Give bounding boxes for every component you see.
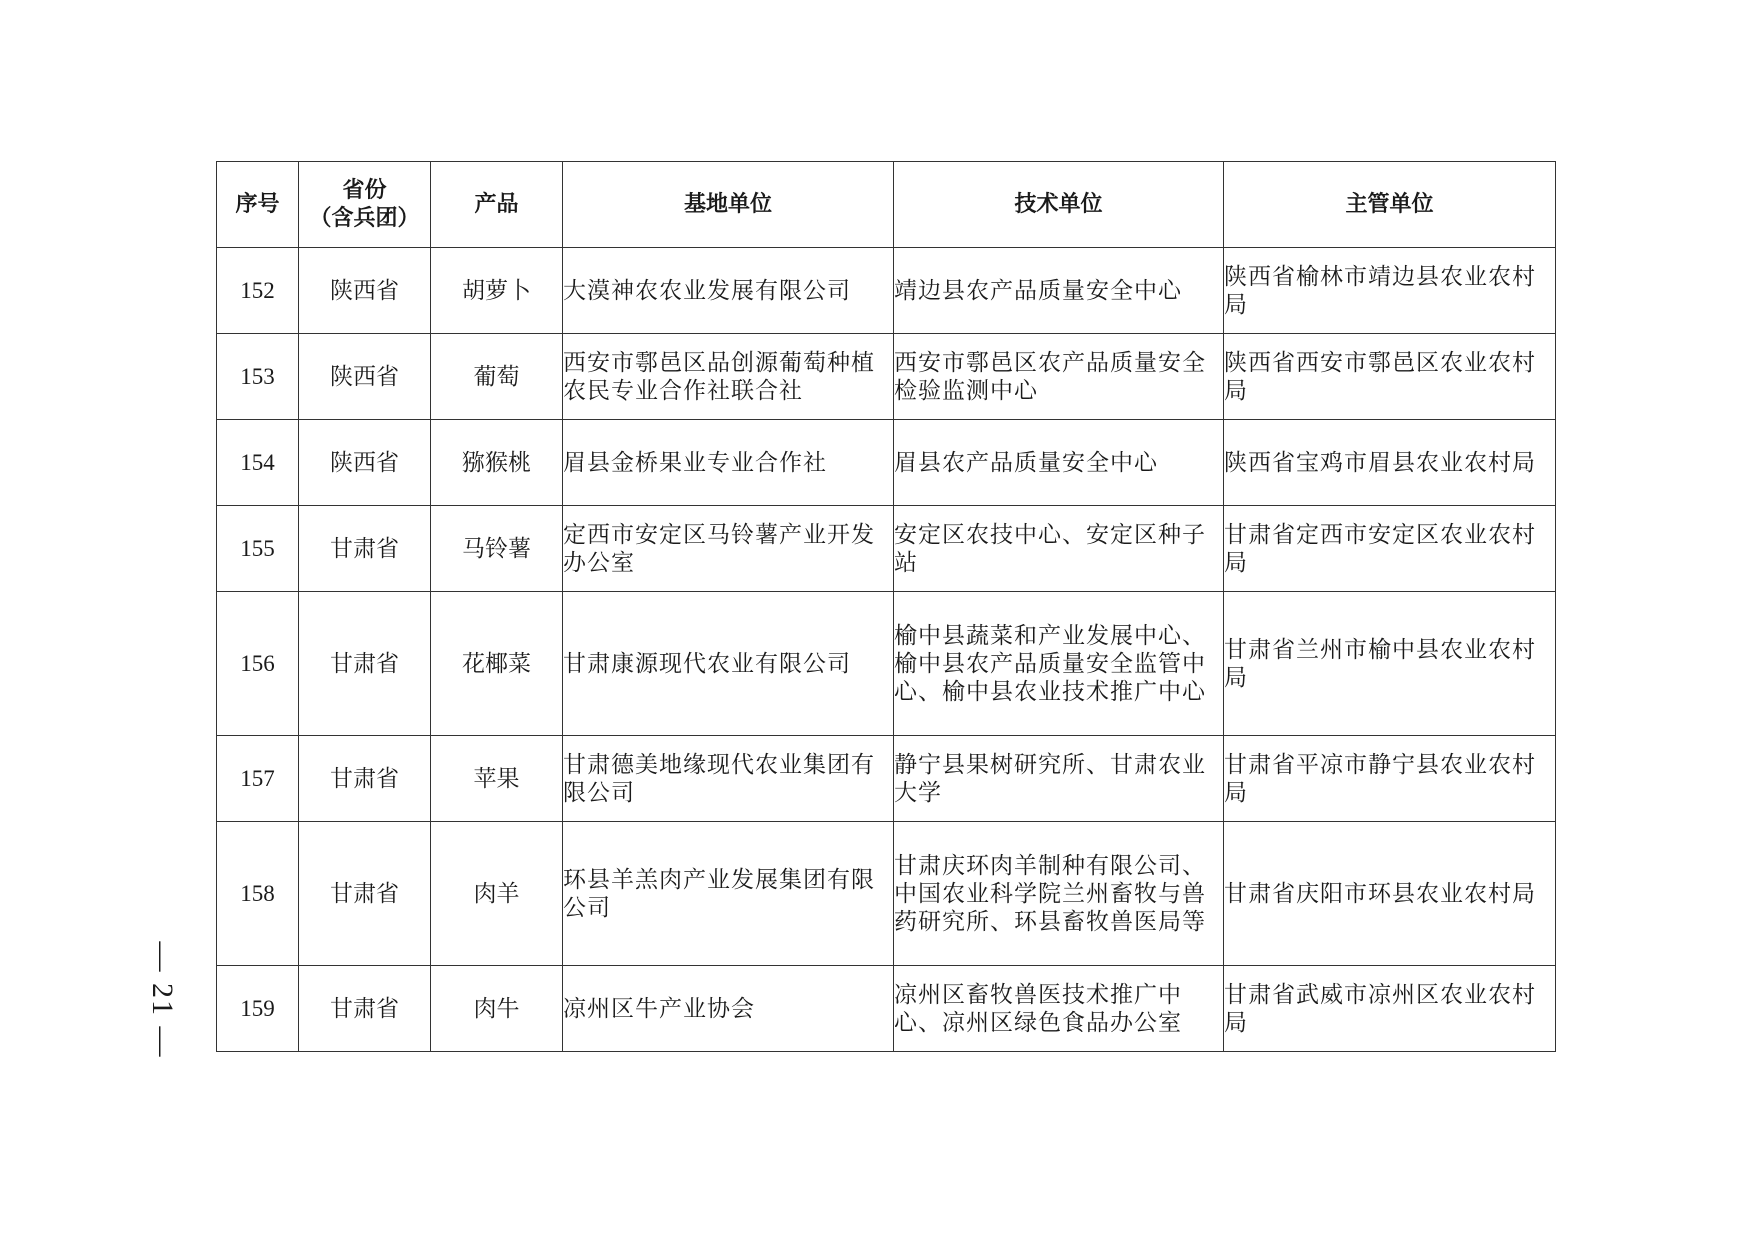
cell-seq: 154: [217, 420, 299, 506]
cell-supervisor: 陕西省西安市鄠邑区农业农村局: [1224, 334, 1556, 420]
cell-product: 肉牛: [431, 966, 563, 1052]
cell-base-unit: 环县羊羔肉产业发展集团有限公司: [563, 822, 894, 966]
cell-base-unit: 定西市安定区马铃薯产业开发办公室: [563, 506, 894, 592]
table-row: [217, 334, 1556, 420]
table-row: [217, 506, 1556, 592]
cell-seq: 159: [217, 966, 299, 1052]
header-base-unit: 基地单位: [563, 162, 894, 248]
cell-product: 胡萝卜: [431, 248, 563, 334]
header-supervisor: 主管单位: [1224, 162, 1556, 248]
cell-base-unit: 大漠神农农业发展有限公司: [563, 248, 894, 334]
cell-supervisor: 甘肃省定西市安定区农业农村局: [1224, 506, 1556, 592]
cell-supervisor: 甘肃省平凉市静宁县农业农村局: [1224, 736, 1556, 822]
cell-product: 马铃薯: [431, 506, 563, 592]
cell-province: 甘肃省: [299, 736, 431, 822]
cell-seq: 152: [217, 248, 299, 334]
cell-supervisor: 甘肃省兰州市榆中县农业农村局: [1224, 592, 1556, 736]
cell-supervisor: 陕西省宝鸡市眉县农业农村局: [1224, 420, 1556, 506]
cell-tech-unit: 安定区农技中心、安定区种子站: [894, 506, 1224, 592]
cell-province: 陕西省: [299, 248, 431, 334]
cell-province: 甘肃省: [299, 506, 431, 592]
cell-supervisor: 甘肃省武威市凉州区农业农村局: [1224, 966, 1556, 1052]
header-product: 产品: [431, 162, 563, 248]
cell-product: 花椰菜: [431, 592, 563, 736]
cell-tech-unit: 靖边县农产品质量安全中心: [894, 248, 1224, 334]
header-tech-unit: 技术单位: [894, 162, 1224, 248]
cell-base-unit: 甘肃德美地缘现代农业集团有限公司: [563, 736, 894, 822]
cell-seq: 158: [217, 822, 299, 966]
header-province: [299, 162, 431, 248]
table-row: [217, 592, 1556, 736]
page-number: — 21 —: [146, 941, 179, 1059]
cell-seq: 155: [217, 506, 299, 592]
table-row: [217, 736, 1556, 822]
cell-tech-unit: 榆中县蔬菜和产业发展中心、榆中县农产品质量安全监管中心、榆中县农业技术推广中心: [894, 592, 1224, 736]
cell-product: 葡萄: [431, 334, 563, 420]
cell-tech-unit: 甘肃庆环肉羊制种有限公司、中国农业科学院兰州畜牧与兽药研究所、环县畜牧兽医局等: [894, 822, 1224, 966]
cell-province: 陕西省: [299, 420, 431, 506]
cell-province: 甘肃省: [299, 966, 431, 1052]
cell-tech-unit: 静宁县果树研究所、甘肃农业大学: [894, 736, 1224, 822]
cell-product: 肉羊: [431, 822, 563, 966]
base-list-table: [216, 161, 1556, 1052]
header-province-line1: 省份: [342, 177, 387, 203]
cell-supervisor: 陕西省榆林市靖边县农业农村局: [1224, 248, 1556, 334]
cell-base-unit: 西安市鄠邑区品创源葡萄种植农民专业合作社联合社: [563, 334, 894, 420]
table-row: [217, 966, 1556, 1052]
cell-tech-unit: 西安市鄠邑区农产品质量安全检验监测中心: [894, 334, 1224, 420]
cell-province: 甘肃省: [299, 592, 431, 736]
header-province-line2: （含兵团）: [309, 205, 420, 231]
cell-supervisor: 甘肃省庆阳市环县农业农村局: [1224, 822, 1556, 966]
cell-base-unit: 甘肃康源现代农业有限公司: [563, 592, 894, 736]
cell-province: 甘肃省: [299, 822, 431, 966]
cell-seq: 153: [217, 334, 299, 420]
table-header-row: [217, 162, 1556, 248]
table-row: [217, 420, 1556, 506]
table-row: [217, 822, 1556, 966]
cell-base-unit: 凉州区牛产业协会: [563, 966, 894, 1052]
cell-tech-unit: 眉县农产品质量安全中心: [894, 420, 1224, 506]
cell-province: 陕西省: [299, 334, 431, 420]
cell-seq: 156: [217, 592, 299, 736]
table-row: [217, 248, 1556, 334]
cell-base-unit: 眉县金桥果业专业合作社: [563, 420, 894, 506]
cell-tech-unit: 凉州区畜牧兽医技术推广中心、凉州区绿色食品办公室: [894, 966, 1224, 1052]
cell-product: 猕猴桃: [431, 420, 563, 506]
cell-product: 苹果: [431, 736, 563, 822]
header-seq: 序号: [217, 162, 299, 248]
cell-seq: 157: [217, 736, 299, 822]
